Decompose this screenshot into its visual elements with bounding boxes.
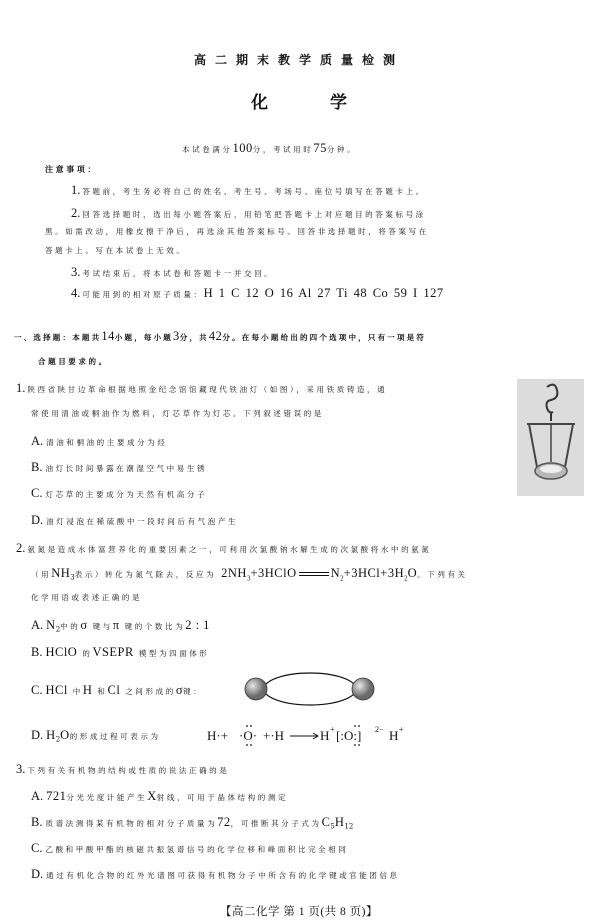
svg-text:[:O:]: [:O:] [336, 728, 362, 743]
notice-item-2-line3: 答题卡上。写在本试卷上无效。 [45, 246, 187, 255]
score-info: 本试卷满分100分，考试用时75分钟。 [182, 141, 358, 155]
notice-item-3: 3. 考试结束后，将本试卷和答题卡一并交回。 [71, 265, 275, 279]
equals-sign [299, 572, 329, 576]
oil-lamp-photo [517, 379, 584, 496]
q3-option-a[interactable]: A. 721分光光度计能产生X射线，可用于晶体结构的测定 [31, 789, 289, 803]
subject-title: 化学 [251, 93, 409, 113]
svg-text:H: H [389, 728, 399, 743]
atomic-masses: H 1 C 12 O 16 Al 27 Ti 48 Co 59 I 127 [203, 286, 444, 300]
q2-option-b[interactable]: B. HClO 的VSEPR 模型为四面体形 [31, 645, 210, 659]
svg-text:·O·: ·O· [239, 728, 258, 743]
notice-item-1: 1. 答题前，考生务必将自己的姓名、考生号、考场号、座位号填写在答题卡上。 [71, 183, 426, 197]
svg-text:+: + [399, 725, 404, 734]
q2-stem-line3: 化学用语或表述正确的是 [31, 593, 143, 602]
q3-option-c[interactable]: C. 乙酸和甲酸甲酯的核磁共振氢谱信号的化学位移和峰面积比完全相同 [31, 841, 349, 855]
section1-line1: 一、选择题：本题共14小题，每小题3分，共42分。在每小题给出的四个选项中，只有一项是符 [14, 329, 427, 343]
q1-option-d[interactable]: D. 油灯浸泡在稀硫酸中一段时间后有气泡产生 [31, 513, 239, 527]
q1-stem-line2: 常使用清油或桐油作为燃料，灯芯草作为灯芯。下列叙述错误的是 [31, 409, 324, 418]
notice-heading: 注意事项： [45, 164, 98, 174]
section1-line2: 合题目要求的。 [38, 357, 109, 366]
lewis-formation-diagram [205, 718, 450, 752]
svg-text:+·H: +·H [263, 728, 285, 743]
atom-h-icon [245, 678, 267, 700]
q3-stem: 3. 下列有关有机物的结构或性质的说法正确的是 [16, 762, 230, 776]
page-footer: 【高二化学 第 1 页(共 8 页)】 [219, 906, 379, 918]
reaction-equation: $2NH_3+3HClO$ $N_2+3HCl+3H_2O$ [221, 566, 418, 583]
q3-option-b[interactable]: B. 质谱法测得某有机物的相对分子质量为72，可推断其分子式为$C_5H_{12}$ [31, 815, 354, 831]
q2-stem-line2: （用$NH_3$表示）转化为氮气除去，反应为 $2NH_3+3HClO$ $N_2+3HCl+3H_2O$。下列有关 [31, 566, 468, 583]
svg-text:H·+: H·+ [207, 728, 229, 743]
q2-option-a[interactable]: A. $N_2$中的σ 键与π 键的个数比为2 : 1 [31, 618, 210, 634]
notice-item-2: 2. 回答选择题时，选出每小题答案后，用铅笔把答题卡上对应题目的答案标号涂 [71, 206, 426, 220]
sigma-bond-diagram [242, 670, 377, 708]
svg-text:+: + [330, 725, 335, 734]
q1-option-b[interactable]: B. 油灯长时间暴露在潮湿空气中易生锈 [31, 460, 208, 474]
q3-option-d[interactable]: D. 通过有机化合物的红外光谱图可获得有机物分子中所含有的化学键或官能团信息 [31, 867, 400, 881]
q2-option-d[interactable]: D. $H_2O$的形成过程可表示为 [31, 728, 161, 744]
exam-title: 高二期末教学质量检测 [193, 53, 404, 67]
q2-stem-line1: 2. 氨氮是造成水体富营养化的重要因素之一，可利用次氯酸钠水解生成的次氯酸将水中的氨氮 [16, 541, 432, 555]
q1-option-a[interactable]: A. 清油和桐油的主要成分为烃 [31, 434, 168, 448]
notice-item-4: 4. 可能用到的相对原子质量：H 1 C 12 O 16 Al 27 Ti 48 Co 59 I 127 [71, 286, 444, 300]
notice-item-2-line2: 黑。如需改动，用橡皮擦干净后，再选涂其他答案标号。回答非选择题时，将答案写在 [45, 227, 429, 236]
q1-option-c[interactable]: C. 灯芯草的主要成分为天然有机高分子 [31, 486, 208, 500]
svg-text:2−: 2− [375, 725, 384, 734]
q1-stem-line1: 1. 陕西省陕甘边革命根据地照金纪念馆馆藏现代铁油灯（如图），采用铁质铸造，通 [16, 381, 388, 395]
atom-cl-icon [352, 678, 374, 700]
q2-option-c[interactable]: C. HCl 中H 和Cl 之间形成的σ键： [31, 683, 204, 697]
svg-text:H: H [320, 728, 330, 743]
